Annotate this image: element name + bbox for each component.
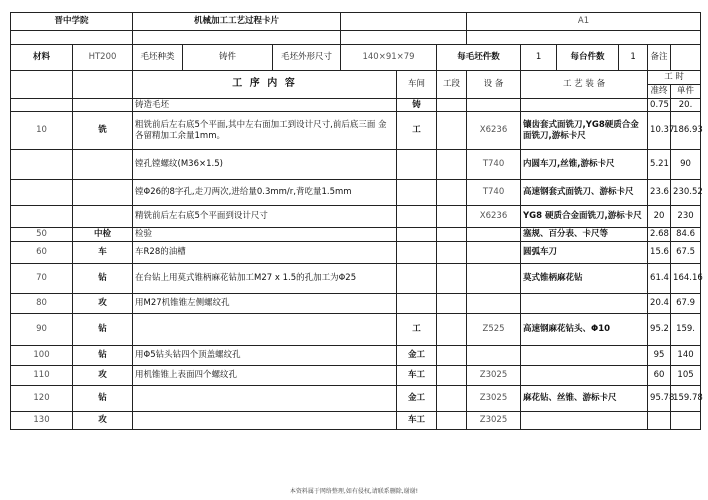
unit-time: 140 (671, 345, 701, 365)
process-name: 钻 (73, 263, 133, 293)
prep-final-time: 5.21 (648, 150, 671, 180)
process-content-header: 工 序 内 容 (133, 71, 397, 99)
pieces-per-blank-label: 每毛坯件数 (437, 45, 521, 71)
process-name: 攻 (73, 293, 133, 313)
workshop: 工 (397, 112, 437, 150)
process-row (11, 345, 701, 365)
process-content: 用机锥锥上表面四个螺纹孔 (133, 365, 397, 385)
remarks-value (671, 45, 701, 71)
tooling: YG8 硬质合金面铣刀,游标卡尺 (521, 206, 648, 228)
section (437, 313, 467, 345)
process-number: 100 (11, 345, 73, 365)
equipment-header: 设 备 (467, 71, 521, 99)
section-header: 工段 (437, 71, 467, 99)
prep-final-header: 准终 (648, 85, 671, 99)
process-number: 110 (11, 365, 73, 385)
process-content: 粗铣前后左右底5个平面,其中左右面加工到设计尺寸,前后底三面 金各留精加工余量1mm。 (133, 112, 397, 150)
section (437, 345, 467, 365)
col-name-header (73, 71, 133, 99)
card-title: 机械加工工艺过程卡片 (133, 13, 341, 31)
prep-final-time: 95.78 (648, 385, 671, 411)
blank-size-label: 毛坯外形尺寸 (273, 45, 341, 71)
process-row (11, 385, 701, 411)
process-name: 铣 (73, 112, 133, 150)
unit-time-header: 单件 (671, 85, 701, 99)
process-row (11, 411, 701, 429)
col-no-header (11, 71, 73, 99)
material-label: 材料 (11, 45, 73, 71)
tooling-header: 工 艺 装 备 (521, 71, 648, 99)
tooling: 圆弧车刀 (521, 241, 648, 263)
unit-time: 159.78 (671, 385, 701, 411)
process-content: 在台钻上用莫式锥柄麻花钻加工M27 x 1.5的孔加工为Φ25 (133, 263, 397, 293)
unit-time: 105 (671, 365, 701, 385)
equipment: X6236 (467, 206, 521, 228)
process-content: 铸造毛坯 (133, 98, 397, 112)
remarks-label: 备注 (648, 45, 671, 71)
tooling: 塞规、百分表、卡尺等 (521, 228, 648, 242)
time-header: 工 时 (648, 71, 701, 85)
pieces-per-machine-label: 每台件数 (557, 45, 619, 71)
process-content (133, 411, 397, 429)
equipment: T740 (467, 150, 521, 180)
section (437, 206, 467, 228)
workshop (397, 180, 437, 206)
section (437, 180, 467, 206)
workshop (397, 228, 437, 242)
equipment: X6236 (467, 112, 521, 150)
process-content (133, 385, 397, 411)
prep-final-time: 20 (648, 206, 671, 228)
process-number (11, 206, 73, 228)
equipment (467, 228, 521, 242)
equipment (467, 263, 521, 293)
section (437, 228, 467, 242)
process-name: 攻 (73, 411, 133, 429)
prep-final-time: 0.75 (648, 98, 671, 112)
tooling (521, 411, 648, 429)
process-content: 用M27机锥锥左侧螺纹孔 (133, 293, 397, 313)
process-name (73, 206, 133, 228)
unit-time: 164.16 (671, 263, 701, 293)
header-blank-5 (467, 31, 701, 45)
process-name: 钻 (73, 313, 133, 345)
process-row (11, 98, 701, 112)
tooling (521, 98, 648, 112)
equipment: Z3025 (467, 411, 521, 429)
prep-final-time (648, 411, 671, 429)
tooling (521, 345, 648, 365)
workshop (397, 150, 437, 180)
tooling: 莫式锥柄麻花钻 (521, 263, 648, 293)
tooling: 内圆车刀,丝锥,游标卡尺 (521, 150, 648, 180)
header-blank-2 (11, 31, 133, 45)
process-number: 70 (11, 263, 73, 293)
workshop: 金工 (397, 385, 437, 411)
tooling: 镶齿套式面铣刀,YG8硬质合金面铣刀,游标卡尺 (521, 112, 648, 150)
equipment (467, 293, 521, 313)
process-row (11, 112, 701, 150)
unit-time (671, 411, 701, 429)
section (437, 241, 467, 263)
process-row (11, 206, 701, 228)
workshop: 铸 (397, 98, 437, 112)
school-name: 晋中学院 (11, 13, 133, 31)
section (437, 150, 467, 180)
pieces-per-machine-value: 1 (619, 45, 648, 71)
process-name (73, 180, 133, 206)
prep-final-time: 15.6 (648, 241, 671, 263)
process-row (11, 293, 701, 313)
process-content: 用Φ5钻头钻四个顶盖螺纹孔 (133, 345, 397, 365)
process-name: 攻 (73, 365, 133, 385)
workshop: 工 (397, 313, 437, 345)
workshop (397, 206, 437, 228)
section (437, 411, 467, 429)
process-number: 80 (11, 293, 73, 313)
equipment: T740 (467, 180, 521, 206)
blank-type-value: 铸件 (183, 45, 273, 71)
equipment: Z3025 (467, 365, 521, 385)
blank-size-value: 140×91×79 (341, 45, 437, 71)
section (437, 385, 467, 411)
tooling: 高速钢麻花钻头、Φ10 (521, 313, 648, 345)
prep-final-time: 61.4 (648, 263, 671, 293)
tooling: 麻花钻、丝锥、游标卡尺 (521, 385, 648, 411)
workshop (397, 263, 437, 293)
material-value: HT200 (73, 45, 133, 71)
process-row (11, 150, 701, 180)
unit-time: 90 (671, 150, 701, 180)
process-number (11, 180, 73, 206)
tooling: 高速钢套式面铣刀、游标卡尺 (521, 180, 648, 206)
process-row (11, 313, 701, 345)
process-number (11, 150, 73, 180)
prep-final-time: 23.6 (648, 180, 671, 206)
equipment (467, 98, 521, 112)
process-row (11, 228, 701, 242)
footer-note: 本资料属于网络整理,如有侵权,请联系删除,谢谢! (289, 488, 419, 495)
process-content: 检验 (133, 228, 397, 242)
process-name: 中检 (73, 228, 133, 242)
process-content: 精铣前后左右底5个平面到设计尺寸 (133, 206, 397, 228)
unit-time: 159. (671, 313, 701, 345)
process-row (11, 365, 701, 385)
process-name (73, 150, 133, 180)
process-card-table (10, 12, 701, 430)
process-number (11, 98, 73, 112)
workshop-header: 车间 (397, 71, 437, 99)
equipment (467, 241, 521, 263)
workshop (397, 241, 437, 263)
workshop: 车工 (397, 365, 437, 385)
unit-time: 67.5 (671, 241, 701, 263)
prep-final-time: 95 (648, 345, 671, 365)
header-blank-1 (341, 13, 467, 31)
workshop: 金工 (397, 345, 437, 365)
tooling (521, 293, 648, 313)
workshop (397, 293, 437, 313)
unit-time: 230.52 (671, 180, 701, 206)
process-name: 钻 (73, 385, 133, 411)
process-number: 60 (11, 241, 73, 263)
prep-final-time: 2.68 (648, 228, 671, 242)
unit-time: 186.93 (671, 112, 701, 150)
section (437, 293, 467, 313)
equipment: Z525 (467, 313, 521, 345)
section (437, 263, 467, 293)
blank-type-label: 毛坯种类 (133, 45, 183, 71)
equipment: Z3025 (467, 385, 521, 411)
process-name (73, 98, 133, 112)
process-number: 10 (11, 112, 73, 150)
unit-time: 20. (671, 98, 701, 112)
unit-time: 84.6 (671, 228, 701, 242)
pieces-per-blank-value: 1 (521, 45, 557, 71)
process-content (133, 313, 397, 345)
section (437, 365, 467, 385)
process-content: 镗Φ26的8字孔,走刀两次,进给量0.3mm/r,背吃量1.5mm (133, 180, 397, 206)
section (437, 98, 467, 112)
process-number: 50 (11, 228, 73, 242)
prep-final-time: 95.2 (648, 313, 671, 345)
unit-time: 67.9 (671, 293, 701, 313)
tooling (521, 365, 648, 385)
process-content: 镗孔镗螺纹(M36×1.5) (133, 150, 397, 180)
prep-final-time: 20.4 (648, 293, 671, 313)
header-blank-4 (341, 31, 467, 45)
process-row (11, 263, 701, 293)
unit-time: 230 (671, 206, 701, 228)
process-name: 钻 (73, 345, 133, 365)
process-content: 车R28的油槽 (133, 241, 397, 263)
workshop: 车工 (397, 411, 437, 429)
prep-final-time: 60 (648, 365, 671, 385)
process-name: 车 (73, 241, 133, 263)
prep-final-time: 10.37 (648, 112, 671, 150)
equipment (467, 345, 521, 365)
header-blank-3 (133, 31, 341, 45)
part-code: A1 (467, 13, 701, 31)
process-number: 130 (11, 411, 73, 429)
process-number: 120 (11, 385, 73, 411)
process-number: 90 (11, 313, 73, 345)
process-row (11, 241, 701, 263)
section (437, 112, 467, 150)
process-row (11, 180, 701, 206)
